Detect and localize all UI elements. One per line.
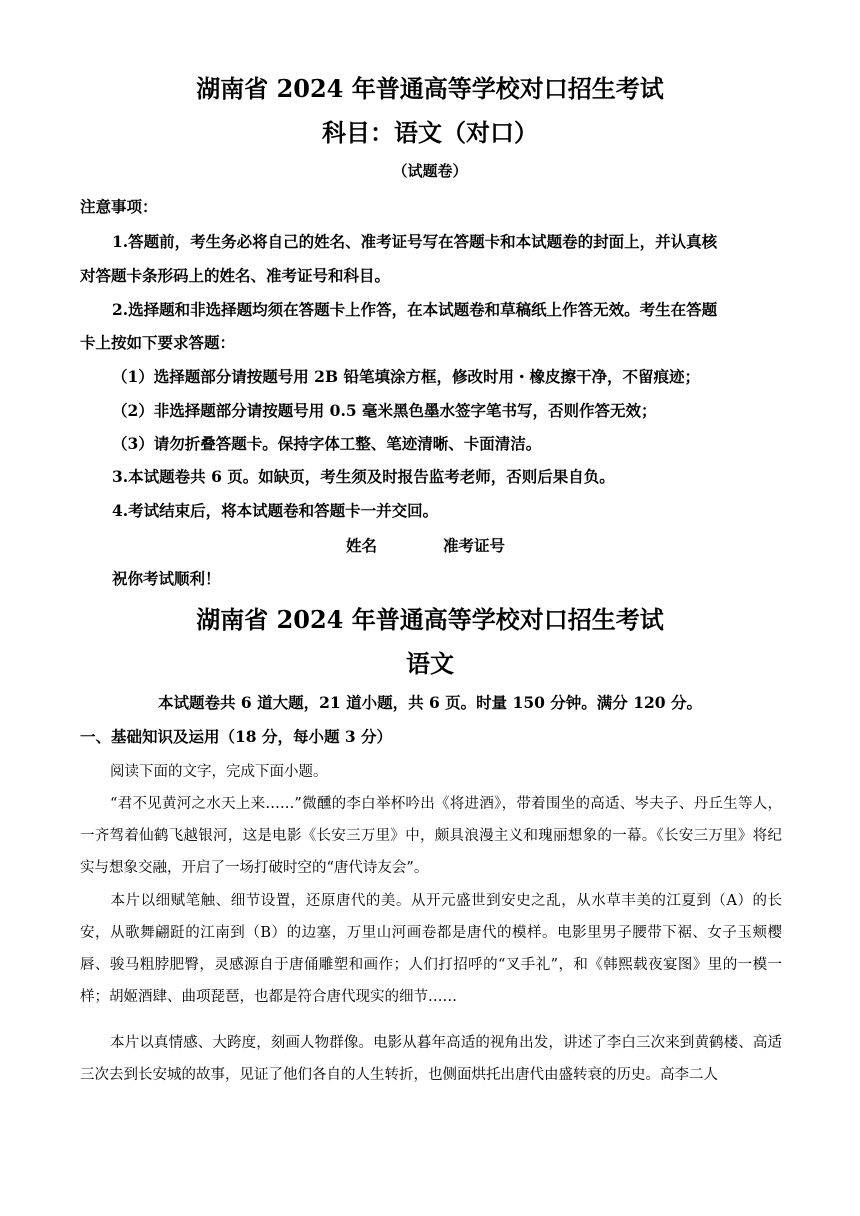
good-luck-text: 祝你考试顺利！ [112, 569, 221, 588]
document-title: 湖南省 2024 年普通高等学校对口招生考试 [196, 74, 664, 103]
notice-heading: 注意事项： [80, 197, 158, 216]
passage-paragraph-1 [80, 788, 782, 884]
passage-paragraph-3-text: 本片以真情感、大跨度，刻画人物群像。电影从暮年高适的视角出发，讲述了李白三次来到黄鹤楼、高适三次去到长安城的故事，见证了他们各自的人生转折，也侧面烘托出唐代由盛转衰的历史。高李二人 [80, 1035, 782, 1083]
subject-title: 科目：语文（对口） [322, 118, 538, 147]
notice-item-4: 4.考试结束后，将本试题卷和答题卡一并交回。 [112, 501, 439, 520]
notice-item-2-line-1: 2.选择题和非选择题均须在答题卡上作答，在本试题卷和草稿纸上作答无效。考生在答题 [112, 300, 718, 319]
reading-instruction: 阅读下面的文字，完成下面小题。 [110, 764, 328, 780]
notice-item-3: 3.本试题卷共 6 页。如缺页，考生须及时报告监考老师，否则后果自负。 [112, 467, 615, 486]
notice-item-2-line-2: 卡上按如下要求答题： [80, 333, 236, 352]
notice-item-1-line-2: 对答题卡条形码上的姓名、准考证号和科目。 [80, 266, 391, 285]
notice-sub-item-2: （2）非选择题部分请按题号用 0.5 毫米黑色墨水签字笔书写，否则作答无效； [112, 401, 657, 420]
passage-paragraph-1-text: “君不见黄河之水天上来……”微醺的李白举杯吟出《将进酒》，带着围坐的高适、岑夫子、丹丘生等人，一齐驾着仙鹤飞越银河，这是电影《长安三万里》中，颇具浪漫主义和瑰丽想象的一幕。《长安三万里》将纪实与想象交融，开启了一场打破时空的“唐代诗友会”。 [80, 796, 782, 876]
name-label: 姓名 [346, 536, 378, 555]
section-1-heading: 一、基础知识及运用（18 分，每小题 3 分） [80, 727, 393, 746]
exam-title: 湖南省 2024 年普通高等学校对口招生考试 [196, 605, 664, 634]
notice-item-1-line-1: 1.答题前，考生务必将自己的姓名、准考证号写在答题卡和本试题卷的封面上，并认真核 [112, 232, 718, 251]
passage-paragraph-2 [80, 885, 782, 1013]
passage-paragraph-3 [80, 1027, 782, 1091]
exam-subject: 语文 [406, 649, 454, 678]
exam-id-label: 准考证号 [443, 536, 506, 555]
passage-paragraph-2-text: 本片以细赋笔触、细节设置，还原唐代的美。从开元盛世到安史之乱，从水草丰美的江夏到（A）的长安，从歌舞翩跹的江南到（B）的边塞，万里山河画卷都是唐代的模样。电影里男子腰带下裾、女子玉颊樱唇、骏马粗脖肥臀，灵感源自于唐俑雕塑和画作；人们打招呼的“叉手礼”，和《韩熙载夜宴图》里的一模一样；胡姬酒肆、曲项琵琶，也都是符合唐代现实的细节…… [80, 893, 782, 1005]
notice-sub-item-1: （1）选择题部分请按题号用 2B 铅笔填涂方框，修改时用・橡皮擦干净，不留痕迹； [112, 367, 700, 386]
exam-summary: 本试题卷共 6 道大题，21 道小题，共 6 页。时量 150 分钟。满分 120 分。 [158, 693, 702, 712]
notice-sub-item-3: （3）请勿折叠答题卡。保持字体工整、笔迹清晰、卡面清洁。 [112, 434, 542, 453]
paper-type: （试题卷） [392, 162, 468, 180]
